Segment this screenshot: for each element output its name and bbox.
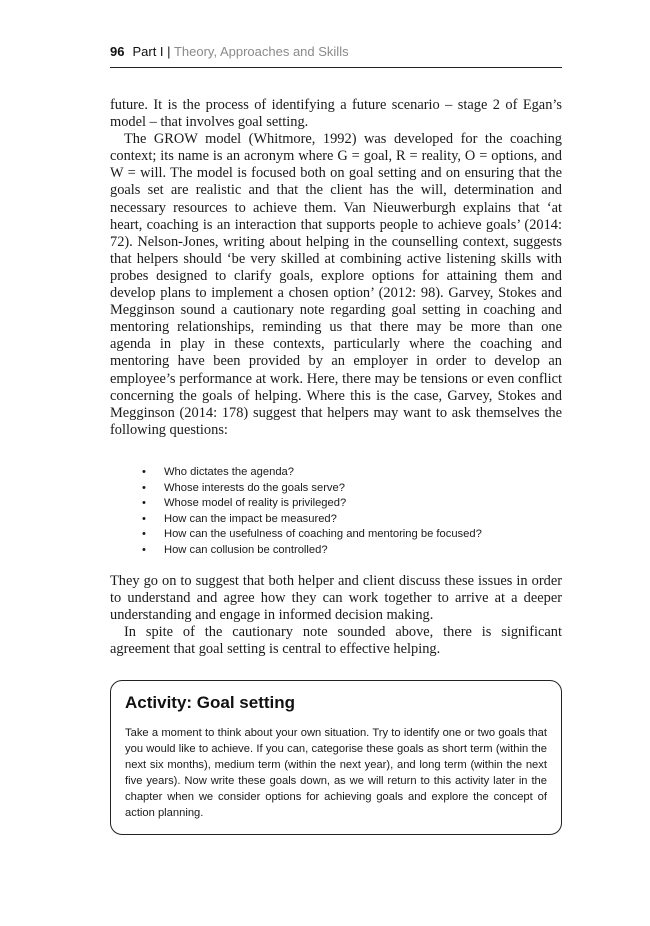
list-item: • Who dictates the agenda? [142,465,562,481]
paragraph-discussion: They go on to suggest that both helper and client discuss these issues in order to understand and agree how they can work together to arrive at a deeper understanding and engage in informed decision making. [110,573,562,624]
running-header [110,43,562,68]
list-item: • Whose interests do the goals serve? [142,481,562,497]
list-item: • How can collusion be controlled? [142,543,562,559]
section-title: Theory, Approaches and Skills [173,44,349,59]
question-list [142,465,562,559]
list-item: • How can the usefulness of coaching and mentoring be focused? [142,527,562,543]
paragraph-agreement: In spite of the cautionary note sounded above, there is significant agreement that goal setting is central to effective helping. [110,624,562,658]
activity-title: Activity: Goal setting [125,693,296,712]
activity-text: Take a moment to think about your own situation. Try to identify one or two goals that you would like to achieve. If you can, categorise these goals as short term (within the next six months), medium term (within the next year), and long term (within the next five years). Now write these goals down, as we will return to this activity later in the chapter when we consider options for achieving goals and explore the concept of action planning. [125,727,547,819]
activity-box [110,680,562,835]
list-item: • How can the impact be measured? [142,512,562,528]
bullet-icon: • [142,512,146,525]
part-label: Part I [132,44,164,59]
header-separator: | [167,44,171,59]
body-text-top [110,97,562,439]
bullet-icon: • [142,497,146,510]
page-number: 96 [110,44,125,59]
paragraph-continuation: future. It is the process of identifying a future scenario – stage 2 of Egan’s model – that involves goal setting. [110,97,562,131]
paragraph-grow-model: The GROW model (Whitmore, 1992) was developed for the coaching context; its name is an acronym where G = goal, R = reality, O = options, and W = will. The model is focused both on goal setting and on ensuring that the goals set are realistic and that the client has the will, determination and necessary resources to achieve them. Van Nieuwerburgh explains that ‘at heart, coaching is an interaction that supports people to achieve goals’ (2014: 72). Nelson-Jones, writing about helping in the counselling context, suggests that helpers should ‘be very skilled at combining active listening skills with probes designed to clarify goals, explore options for attaining them and develop plans to implement a chosen option’ (2012: 98). Garvey, Stokes and Megginson sound a cautionary note regarding goal setting in coaching and mentoring relationships, reminding us that there may be more than one agenda in play in these contexts, particularly where the coaching and mentoring have been provided by an employer in order to develop an employee’s performance at work. Here, there may be tensions or even conflict concerning the goals of helping. Where this is the case, Garvey, Stokes and Megginson (2014: 178) suggest that helpers may want to ask themselves the following questions: [110,131,562,438]
body-text-bottom [110,573,562,658]
bullet-icon: • [142,543,146,556]
bullet-icon: • [142,466,146,478]
bullet-icon: • [142,528,146,541]
list-item: • Whose model of reality is privileged? [142,496,562,512]
bullet-icon: • [142,481,146,494]
